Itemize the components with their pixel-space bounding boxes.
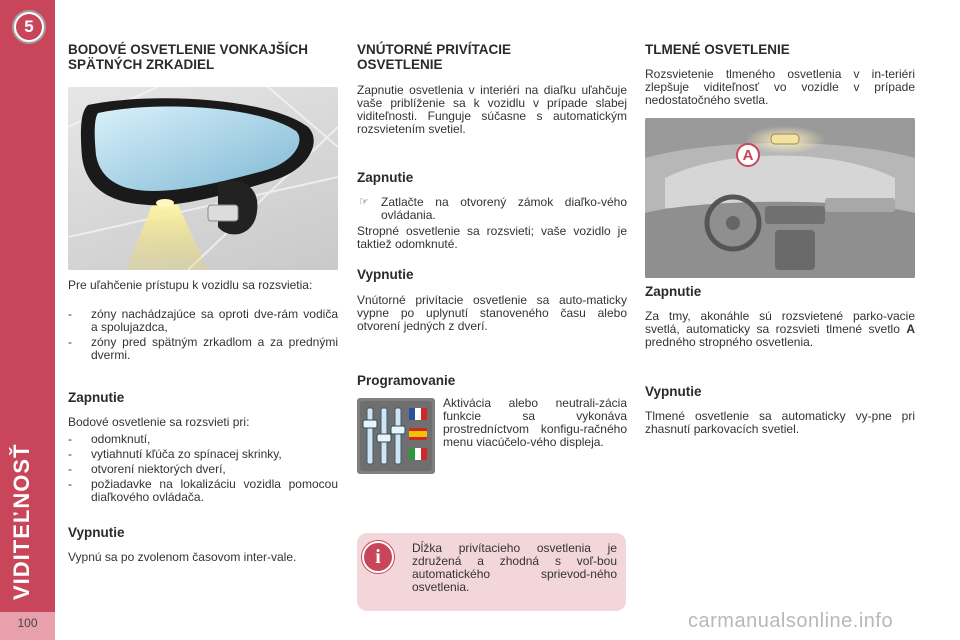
subsection-heading-on: Zapnutie (68, 390, 125, 405)
mirror-zones-list (68, 308, 338, 364)
list-item: - zóny nachádzajúce sa oproti dve-rám vodiča a spolujazdca, (68, 307, 338, 334)
section-title: BODOVÉ OSVETLENIE VONKAJŠÍCH SPÄTNÝCH ZRKADIEL (68, 42, 309, 72)
on-result-text: Stropné osvetlenie sa rozsvieti; vaše vozidlo je taktiež odomknuté. (357, 224, 627, 251)
info-icon: i (362, 541, 394, 573)
page-number: 100 (17, 616, 38, 630)
on-intro-text: Bodové osvetlenie sa rozsvieti pri: (68, 415, 250, 429)
section-title: TLMENÉ OSVETLENIE (645, 42, 790, 57)
list-item: - požiadavke na lokalizáciu vozidla pomocou diaľkového ovládača. (68, 477, 338, 504)
callout-reference-a: A (906, 322, 915, 336)
interior-lighting-illustration (645, 118, 915, 278)
watermark: carmanualsonline.info (688, 610, 894, 632)
pointer-icon: ☞ (359, 196, 369, 208)
subsection-heading-on: Zapnutie (645, 284, 702, 299)
programming-text: Aktivácia alebo neutrali-zácia funkcie sa vykonáva prostredníctvom konfigu-račného menu viacúčelo-vého displeja. (443, 396, 627, 449)
subsection-heading-off: Vypnutie (357, 267, 414, 282)
callout-label-a: A (736, 143, 760, 167)
on-conditions-list (68, 433, 338, 506)
list-item: - zóny pred spätným zrkadlom a za prednými dvermi. (68, 335, 338, 362)
chapter-number-badge (12, 10, 46, 44)
chapter-number: 5 (16, 14, 42, 40)
settings-sliders-icon (357, 398, 435, 474)
section-title: VNÚTORNÉ PRIVÍTACIE OSVETLENIE (357, 42, 512, 72)
mirror-intro-text: Pre uľahčenie prístupu k vozidlu sa rozsvietia: (68, 278, 313, 292)
on-instruction: ☞ Zatlačte na otvorený zámok diaľko-vého ovládania. (359, 195, 627, 222)
subsection-heading-off: Vypnutie (645, 384, 702, 399)
mirror-light-illustration (68, 87, 338, 270)
subsection-heading-on: Zapnutie (357, 170, 414, 185)
mood-intro-text: Rozsvietenie tlmeného osvetlenia v in-teriéri zlepšuje viditeľnosť vo vozidle v prípade nedostatočného svetla. (645, 67, 915, 107)
info-text: Dĺžka privítacieho osvetlenia je združená a zhodná s voľ-bou automatického sprievod-ného osvetlenia. (412, 541, 617, 594)
list-item: - vytiahnutí kľúča zo spínacej skrinky, (68, 447, 282, 461)
chapter-title: VIDITEĽNOSŤ (9, 443, 34, 600)
list-item: - otvorení niektorých dverí, (68, 462, 226, 476)
off-text: Tlmené osvetlenie sa automaticky vy-pne pri zhasnutí parkovacích svetiel. (645, 409, 915, 436)
off-text: Vnútorné privítacie osvetlenie sa auto-maticky vypne po uplynutí stanoveného času alebo otvorení jedných z dverí. (357, 293, 627, 333)
subsection-heading-programming: Programovanie (357, 373, 456, 388)
welcome-intro-text: Zapnutie osvetlenia v interiéri na diaľku uľahčuje vaše priblíženie sa k vozidlu v prípade slabej viditeľnosti. Funguje súčasne s automatickým rozsvietením svetiel. (357, 83, 627, 136)
info-note (357, 533, 626, 611)
subsection-heading-off: Vypnutie (68, 525, 125, 540)
chapter-sidebar (0, 0, 55, 640)
off-text: Vypnú sa po zvolenom časovom inter-vale. (68, 550, 297, 564)
on-text: Za tmy, akonáhle sú rozsvietené parko-vacie svetlá, automaticky sa rozsvieti tlmené svetlo A predného stropného osvetlenia. (645, 309, 915, 349)
list-item: - odomknutí, (68, 432, 151, 446)
